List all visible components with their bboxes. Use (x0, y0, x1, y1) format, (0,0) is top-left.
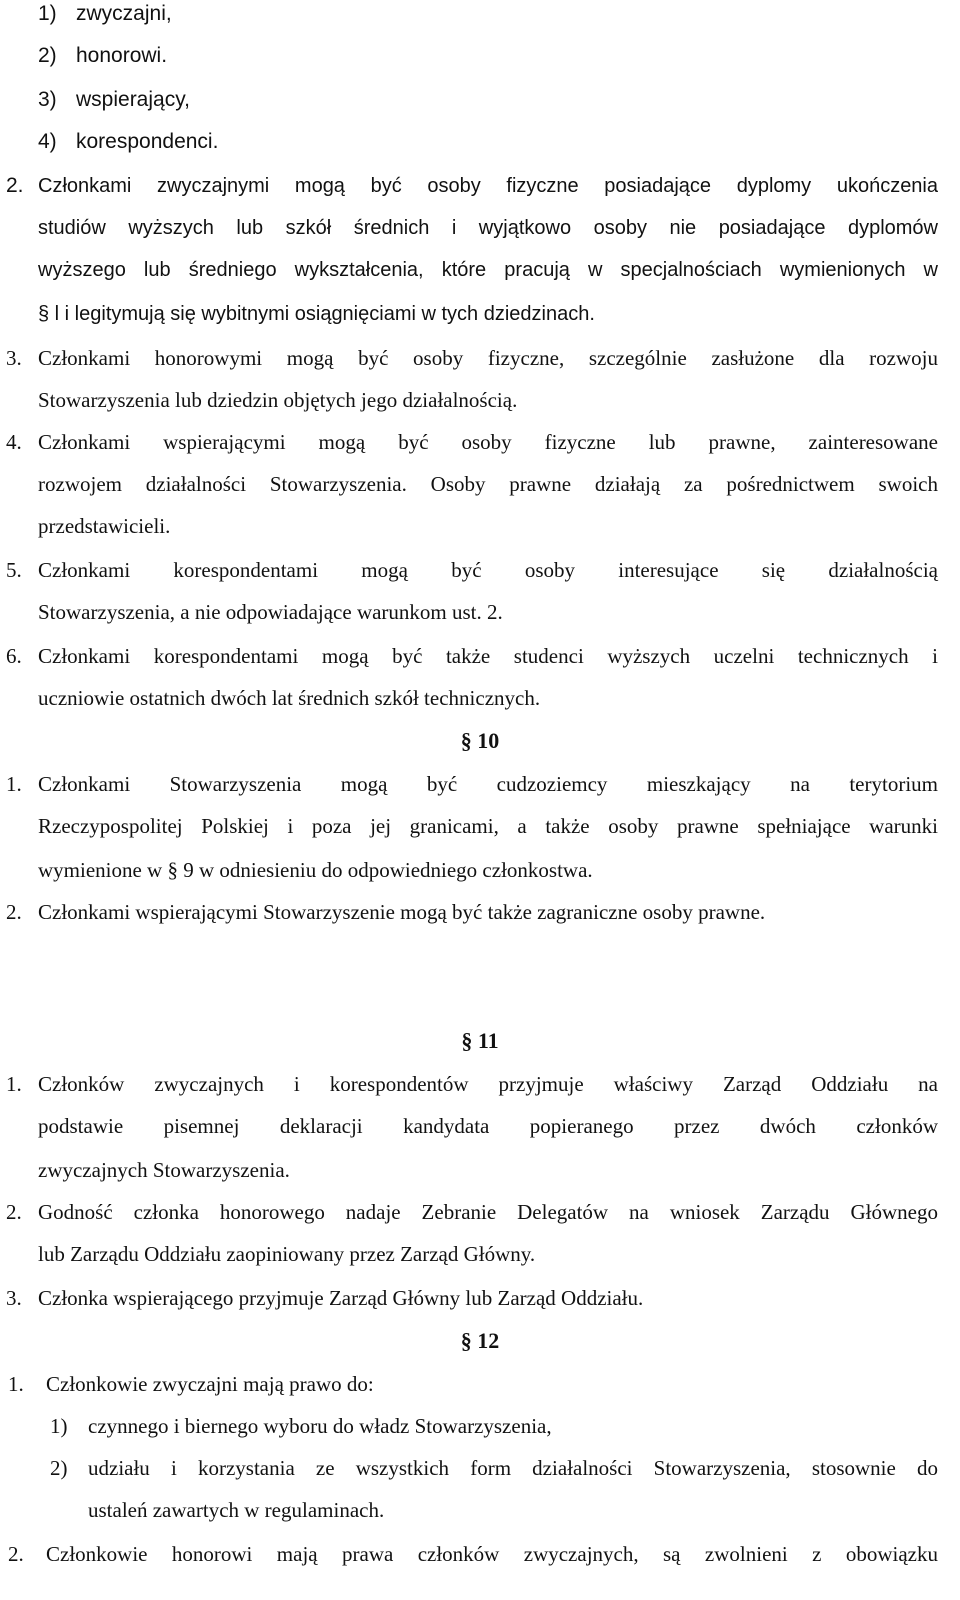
paragraph-line: Rzeczypospolitej Polskiej i poza jej granicami, a także osoby prawne spełniające warunki (38, 814, 938, 838)
list-number: 3) (38, 88, 57, 111)
paragraph-line: Członka wspierającego przyjmuje Zarząd Główny lub Zarząd Oddziału. (38, 1286, 644, 1310)
paragraph-line: wymienione w § 9 w odniesieniu do odpowiedniego członkostwa. (38, 858, 593, 882)
paragraph-line: Stowarzyszenia, a nie odpowiadające warunkom ust. 2. (38, 600, 503, 624)
paragraph-line: Członkami honorowymi mogą być osoby fizyczne, szczególnie zasłużone dla rozwoju (38, 346, 938, 370)
paragraph-number: 1. (6, 772, 22, 796)
paragraph-number: 5. (6, 558, 22, 582)
list-number: 2) (50, 1456, 68, 1480)
paragraph-line: Członków zwyczajnych i korespondentów przyjmuje właściwy Zarząd Oddziału na (38, 1072, 938, 1096)
paragraph-line: rozwojem działalności Stowarzyszenia. Osoby prawne działają za pośrednictwem swoich (38, 472, 938, 496)
paragraph-line: uczniowie ostatnich dwóch lat średnich szkół technicznych. (38, 686, 541, 710)
paragraph-number: 6. (6, 644, 22, 668)
paragraph-line: Członkowie zwyczajni mają prawo do: (46, 1372, 374, 1396)
paragraph-line: podstawie pisemnej deklaracji kandydata popieranego przez dwóch członków (38, 1114, 938, 1138)
paragraph-number: 3. (6, 346, 22, 370)
list-number: 1) (50, 1414, 68, 1438)
paragraph-line: zwyczajnych Stowarzyszenia. (38, 1158, 290, 1182)
paragraph-number: 3. (6, 1286, 22, 1310)
list-number: 1) (38, 2, 57, 25)
paragraph-line: Członkami wspierającymi Stowarzyszenie mogą być także zagraniczne osoby prawne. (38, 900, 766, 924)
paragraph-line: lub Zarządu Oddziału zaopiniowany przez Zarząd Główny. (38, 1242, 536, 1266)
paragraph-line: Stowarzyszenia lub dziedzin objętych jego działalnością. (38, 388, 518, 412)
list-item: wspierający, (76, 88, 190, 111)
paragraph-line: § l i legitymują się wybitnymi osiągnięciami w tych dziedzinach. (38, 303, 595, 325)
paragraph-line: Członkami zwyczajnymi mogą być osoby fizyczne posiadające dyplomy ukończenia (38, 175, 938, 197)
section-heading: § 12 (460, 1328, 500, 1353)
paragraph-number: 2. (6, 1200, 22, 1224)
list-item: ustaleń zawartych w regulaminach. (88, 1498, 385, 1522)
paragraph-number: 2. (6, 900, 22, 924)
section-heading: § 11 (461, 1028, 499, 1053)
paragraph-line: Godność członka honorowego nadaje Zebranie Delegatów na wniosek Zarządu Głównego (38, 1200, 938, 1224)
list-item: udziału i korzystania ze wszystkich form działalności Stowarzyszenia, stosownie do (88, 1456, 938, 1480)
paragraph-line: Członkami Stowarzyszenia mogą być cudzoziemcy mieszkający na terytorium (38, 772, 938, 796)
list-item: zwyczajni, (76, 2, 172, 25)
paragraph-line: Członkami korespondentami mogą być także studenci wyższych uczelni technicznych i (38, 644, 938, 668)
paragraph-number: 2. (6, 174, 24, 197)
paragraph-number: 2. (8, 1542, 24, 1566)
paragraph-number: 4. (6, 430, 22, 454)
paragraph-line: Członkami wspierającymi mogą być osoby fizyczne lub prawne, zainteresowane (38, 430, 938, 454)
paragraph-number: 1. (6, 1072, 22, 1096)
list-item: honorowi. (76, 44, 168, 67)
paragraph-line: Członkowie honorowi mają prawa członków zwyczajnych, są zwolnieni z obowiązku (46, 1542, 938, 1566)
paragraph-number: 1. (8, 1372, 24, 1396)
paragraph-line: wyższego lub średniego wykształcenia, które pracują w specjalnościach wymienionych w (38, 259, 938, 281)
list-item: czynnego i biernego wyboru do władz Stowarzyszenia, (88, 1414, 552, 1438)
list-number: 4) (38, 130, 57, 153)
paragraph-line: Członkami korespondentami mogą być osoby interesujące się działalnością (38, 558, 938, 582)
list-number: 2) (38, 44, 57, 67)
paragraph-line: przedstawicieli. (38, 514, 171, 538)
section-heading: § 10 (460, 728, 500, 753)
list-item: korespondenci. (76, 130, 219, 153)
paragraph-line: studiów wyższych lub szkół średnich i wyjątkowo osoby nie posiadające dyplomów (38, 217, 938, 239)
